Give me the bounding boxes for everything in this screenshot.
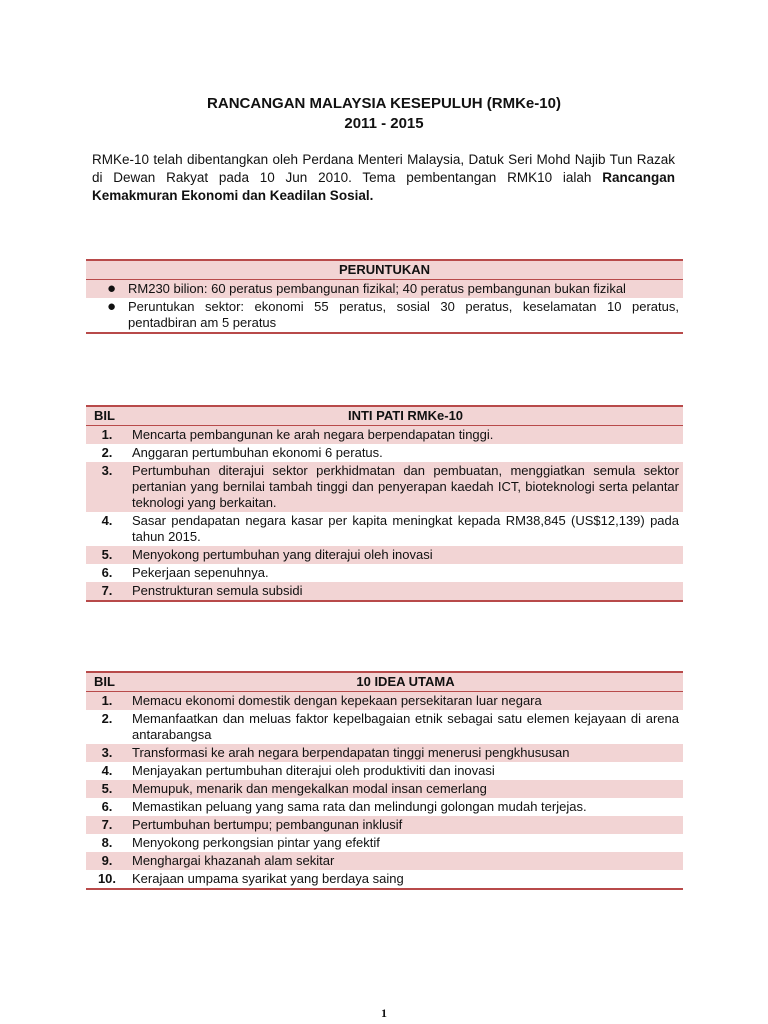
row-text: Memupuk, menarik dan mengekalkan modal insan cemerlang xyxy=(132,781,487,796)
table-row xyxy=(86,852,683,870)
bullet-icon: ● xyxy=(86,298,124,333)
row-text: Menyokong perkongsian pintar yang efektif xyxy=(132,835,380,850)
table-row xyxy=(86,564,683,582)
page-number: 1 xyxy=(381,1006,387,1020)
row-number: 5. xyxy=(101,547,113,562)
row-text: Pertumbuhan diterajui sektor perkhidmatan dan pembuatan, menggiatkan semula sektor pertanian yang bernilai tambah tinggi dan penyerapan kaedah ICT, bioteknologi serta pelantar teknologi yang berkaitan. xyxy=(132,463,679,510)
intro-paragraph xyxy=(92,151,675,205)
row-text: Pekerjaan sepenuhnya. xyxy=(132,565,269,580)
table-row xyxy=(86,870,683,889)
table-row xyxy=(86,762,683,780)
row-number: 10. xyxy=(86,870,128,889)
row-number: 9. xyxy=(101,853,113,868)
intipati-table xyxy=(86,405,683,602)
table-row xyxy=(86,834,683,852)
row-number: 1. xyxy=(101,693,113,708)
row-text: Transformasi ke arah negara berpendapatan tinggi menerusi pengkhususan xyxy=(132,745,570,760)
table-row xyxy=(86,798,683,816)
table-row xyxy=(86,780,683,798)
intro-theme: Rancangan Kemakmuran Ekonomi dan Keadilan Sosial. xyxy=(92,170,675,203)
intipati-bil-header: BIL xyxy=(86,406,128,426)
table-row xyxy=(86,512,683,546)
row-number: 6. xyxy=(101,565,113,580)
title-line-2: 2011 - 2015 xyxy=(344,115,424,132)
row-text: Menjayakan pertumbuhan diterajui oleh produktiviti dan inovasi xyxy=(132,763,495,778)
table-row xyxy=(86,710,683,744)
title-line-1: RANCANGAN MALAYSIA KESEPULUH (RMKe-10) xyxy=(207,95,561,112)
row-number: 1. xyxy=(101,427,113,442)
row-text: Pertumbuhan bertumpu; pembangunan inklusif xyxy=(132,817,403,832)
row-text: Memastikan peluang yang sama rata dan melindungi golongan mudah terjejas. xyxy=(132,799,587,814)
peruntukan-row xyxy=(86,298,683,333)
intipati-header-row xyxy=(86,406,683,426)
table-row xyxy=(86,692,683,711)
peruntukan-item-text: Peruntukan sektor: ekonomi 55 peratus, sosial 30 peratus, keselamatan 10 peratus, pentadbiran am 5 peratus xyxy=(124,298,683,333)
row-number: 3. xyxy=(101,463,113,478)
row-text: Memanfaatkan dan meluas faktor kepelbagaian etnik sebagai satu elemen kejayaan di arena antarabangsa xyxy=(132,711,679,742)
row-number: 5. xyxy=(101,781,113,796)
row-number: 2. xyxy=(101,445,113,460)
row-number: 7. xyxy=(86,582,128,601)
intro-text: RMKe-10 telah dibentangkan oleh Perdana Menteri Malaysia, Datuk Seri Mohd Najib Tun Razak di Dewan Rakyat pada 10 Jun 2010. Tema pembentangan RMK10 ialah xyxy=(92,152,675,185)
row-text: Menyokong pertumbuhan yang diterajui oleh inovasi xyxy=(132,547,433,562)
row-number: 4. xyxy=(101,763,113,778)
row-text: Kerajaan umpama syarikat yang berdaya saing xyxy=(128,870,683,889)
row-text: Mencarta pembangunan ke arah negara berpendapatan tinggi. xyxy=(132,427,494,442)
idea-header-row xyxy=(86,672,683,692)
peruntukan-row xyxy=(86,280,683,299)
row-text: Sasar pendapatan negara kasar per kapita meningkat kepada RM38,845 (US$12,139) pada tahun 2015. xyxy=(132,513,679,544)
row-number: 7. xyxy=(101,817,113,832)
row-number: 4. xyxy=(101,513,113,528)
table-row xyxy=(86,546,683,564)
table-row xyxy=(86,816,683,834)
idea-header: 10 IDEA UTAMA xyxy=(128,672,683,692)
table-row xyxy=(86,744,683,762)
row-text: Penstrukturan semula subsidi xyxy=(128,582,683,601)
idea-table xyxy=(86,671,683,890)
table-row xyxy=(86,444,683,462)
peruntukan-item-text: RM230 bilion: 60 peratus pembangunan fizikal; 40 peratus pembangunan bukan fizikal xyxy=(128,281,626,296)
table-row xyxy=(86,582,683,601)
row-text: Anggaran pertumbuhan ekonomi 6 peratus. xyxy=(132,445,383,460)
document-title xyxy=(0,94,768,134)
row-number: 2. xyxy=(101,711,113,726)
peruntukan-table xyxy=(86,259,683,334)
row-text: Memacu ekonomi domestik dengan kepekaan persekitaran luar negara xyxy=(132,693,542,708)
row-text: Menghargai khazanah alam sekitar xyxy=(132,853,335,868)
row-number: 6. xyxy=(101,799,113,814)
row-number: 3. xyxy=(101,745,113,760)
intipati-header: INTI PATI RMKe-10 xyxy=(128,406,683,426)
table-row xyxy=(86,462,683,512)
table-row xyxy=(86,426,683,445)
bullet-icon: ● xyxy=(106,280,116,297)
idea-bil-header: BIL xyxy=(86,672,128,692)
peruntukan-header-row xyxy=(86,260,683,280)
peruntukan-header: PERUNTUKAN xyxy=(86,260,683,280)
row-number: 8. xyxy=(101,835,113,850)
